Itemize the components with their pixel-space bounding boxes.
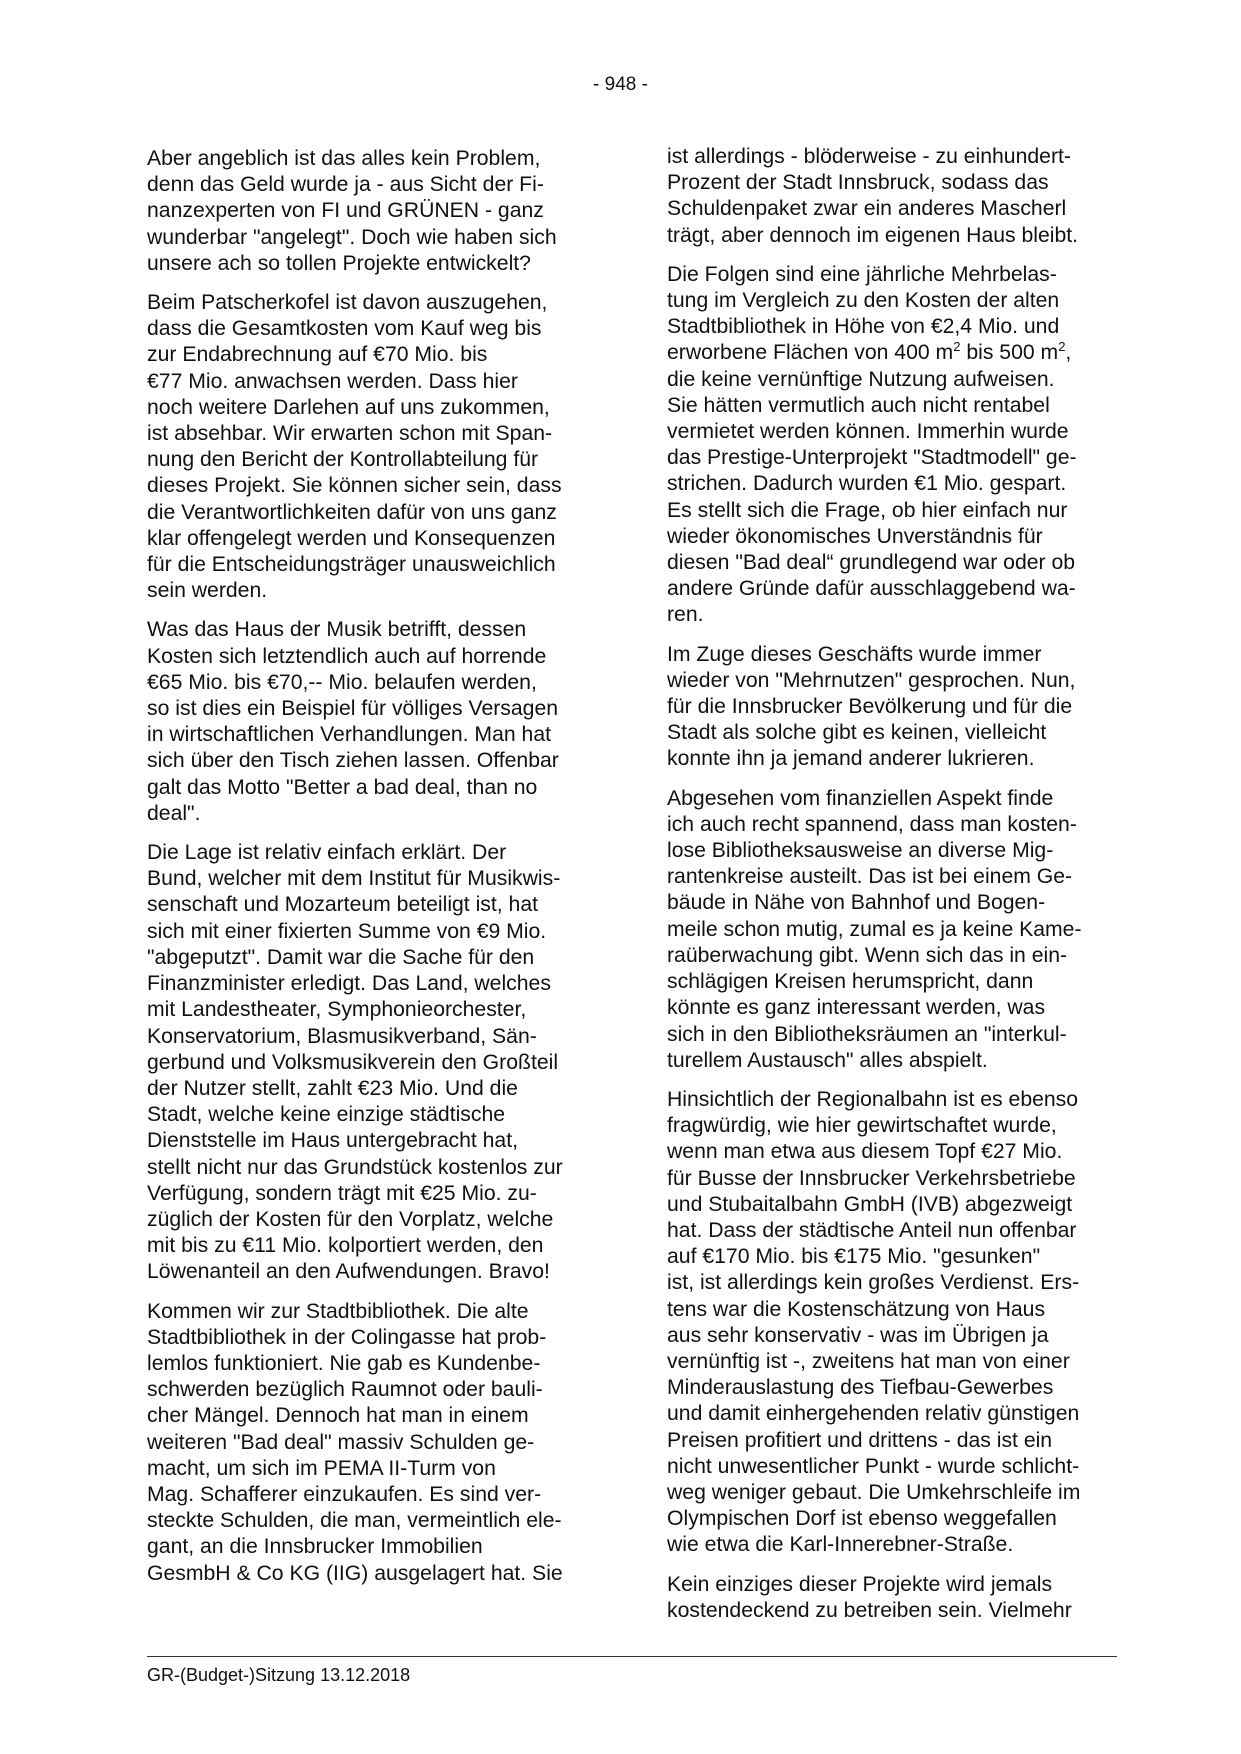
paragraph: Abgesehen vom finanziellen Aspekt finde ich auch recht spannend, dass man kosten- lose Bibliotheksausweise an diverse Mig- rantenkreise austeilt. Das ist bei einem Ge- bäude in Nähe von Bahnhof und Bogen- meile schon mutig, zumal es ja keine Kame- raüberwachung gibt. Wenn sich das in ein- schlägigen Kreisen herumspricht, dann könnte es ganz interessant werden, was sich in den Bibliotheksräumen an "interkul- turellem Austausch" alles abspielt.	[667, 786, 1082, 1072]
paragraph-with-superscripts	[667, 262, 1123, 629]
text-run: , die keine vernünftige Nutzung aufweisen. Sie hätten vermutlich auch nicht rentabel vermietet werden können. Immerhin wurde das Prestige-Unterprojekt "Stadtmodell" ge- strichen. Dadurch wurden €1 Mio. gespart. Es stellt sich die Frage, ob hier einfach nur wieder ökonomisches Unverständnis für diesen "Bad deal“ grundlegend war oder ob andere Gründe dafür ausschlaggebend wa- ren.	[667, 341, 1077, 627]
page-number: - 948 -	[593, 74, 648, 95]
paragraph: ist allerdings - blöderweise - zu einhundert- Prozent der Stadt Innsbruck, sodass das Schuldenpaket zwar ein anderes Mascherl trägt, aber dennoch im eigenen Haus bleibt.	[667, 145, 1079, 247]
paragraph: Die Lage ist relativ einfach erklärt. Der Bund, welcher mit dem Institut für Musikwis- senschaft und Mozarteum beteiligt ist, hat sich mit einer fixierten Summe von €9 Mio. "abgeputzt". Damit war die Sache für den Finanzminister erledigt. Das Land, welches mit Landestheater, Symphonieorchester, Konservatorium, Blasmusikverband, Sän- gerbund und Volksmusikverein den Großteil der Nutzer stellt, zahlt €23 Mio. Und die Stadt, welche keine einzige städtische Dienststelle im Haus untergebracht hat, stellt nicht nur das Grundstück kostenlos zur Verfügung, sondern trägt mit €25 Mio. zu- züglich der Kosten für den Vorplatz, welche mit bis zu €11 Mio. kolportiert werden, den Löwenanteil an den Aufwendungen. Bravo!	[147, 841, 563, 1284]
footer-session-label: GR-(Budget-)Sitzung 13.12.2018	[147, 1665, 411, 1685]
left-column	[147, 146, 603, 1600]
text-run: Die Folgen sind eine jährliche Mehrbelas- tung im Vergleich zu den Kosten der alten Stadtbibliothek in Höhe von €2,4 Mio. und erworbene Flächen von 400 m	[667, 262, 1060, 365]
paragraph: Hinsichtlich der Regionalbahn ist es ebenso fragwürdig, wie hier gewirtschaftet wurde, wenn man etwa aus diesem Topf €27 Mio. für Busse der Innsbrucker Verkehrsbetriebe und Stubaitalbahn GmbH (IVB) abgezweigt hat. Dass der städtische Anteil nun offenbar auf €170 Mio. bis €175 Mio. "gesunken" ist, ist allerdings kein großes Verdienst. Ers- tens war die Kostenschätzung von Haus aus sehr konservativ - was im Übrigen ja vernünftig ist -, zweitens hat man von einer Minderauslastung des Tiefbau-Gewerbes und damit einhergehenden relativ günstigen Preisen profitiert und drittens - das ist ein nicht unwesentlicher Punkt - wurde schlicht- weg weniger gebaut. Die Umkehrschleife im Olympischen Dorf ist ebenso weggefallen wie etwa die Karl-Innerebner-Straße.	[667, 1087, 1081, 1557]
right-column	[667, 144, 1123, 1637]
footer-divider	[147, 1656, 1117, 1657]
paragraph: Aber angeblich ist das alles kein Problem, denn das Geld wurde ja - aus Sicht der Fi- nanzexperten von FI und GRÜNEN - ganz wunderbar "angelegt". Doch wie haben sich unsere ach so tollen Projekte entwickelt?	[147, 147, 557, 275]
paragraph: Beim Patscherkofel ist davon auszugehen, dass die Gesamtkosten vom Kauf weg bis zur Endabrechnung auf €70 Mio. bis €77 Mio. anwachsen werden. Dass hier noch weitere Darlehen auf uns zukommen, ist absehbar. Wir erwarten schon mit Span- nung den Bericht der Kontrollabteilung für dieses Projekt. Sie können sicher sein, dass die Verantwortlichkeiten dafür von uns ganz klar offengelegt werden und Konsequenzen für die Entscheidungsträger unausweichlich sein werden.	[147, 291, 562, 603]
paragraph: Im Zuge dieses Geschäfts wurde immer wieder von "Mehrnutzen" gesprochen. Nun, für die Innsbrucker Bevölkerung und für die Stadt als solche gibt es keinen, vielleicht konnte ihn ja jemand anderer lukrieren.	[667, 642, 1076, 771]
paragraph: Kein einziges dieser Projekte wird jemals kostendeckend zu betreiben sein. Vielmehr	[667, 1572, 1072, 1622]
paragraph: Was das Haus der Musik betrifft, dessen Kosten sich letztendlich auch auf horrende €65 Mio. bis €70,-- Mio. belaufen werden, so ist dies ein Beispiel für völliges Versagen in wirtschaftlichen Verhandlungen. Man hat sich über den Tisch ziehen lassen. Offenbar galt das Motto "Better a bad deal, than no deal".	[147, 618, 559, 825]
text-run: bis 500 m	[960, 341, 1059, 365]
paragraph: Kommen wir zur Stadtbibliothek. Die alte Stadtbibliothek in der Colingasse hat prob- lemlos funktioniert. Nie gab es Kundenbe- schwerden bezüglich Raumnot oder bauli- cher Mängel. Dennoch hat man in einem weiteren "Bad deal" massiv Schulden ge- macht, um sich im PEMA II-Turm von Mag. Schafferer einzukaufen. Es sind ver- steckte Schulden, die man, vermeintlich ele- gant, an die Innsbrucker Immobilien GesmbH & Co KG (IIG) ausgelagert hat. Sie	[147, 1299, 563, 1585]
superscript: 2	[953, 339, 961, 355]
superscript: 2	[1058, 339, 1066, 355]
